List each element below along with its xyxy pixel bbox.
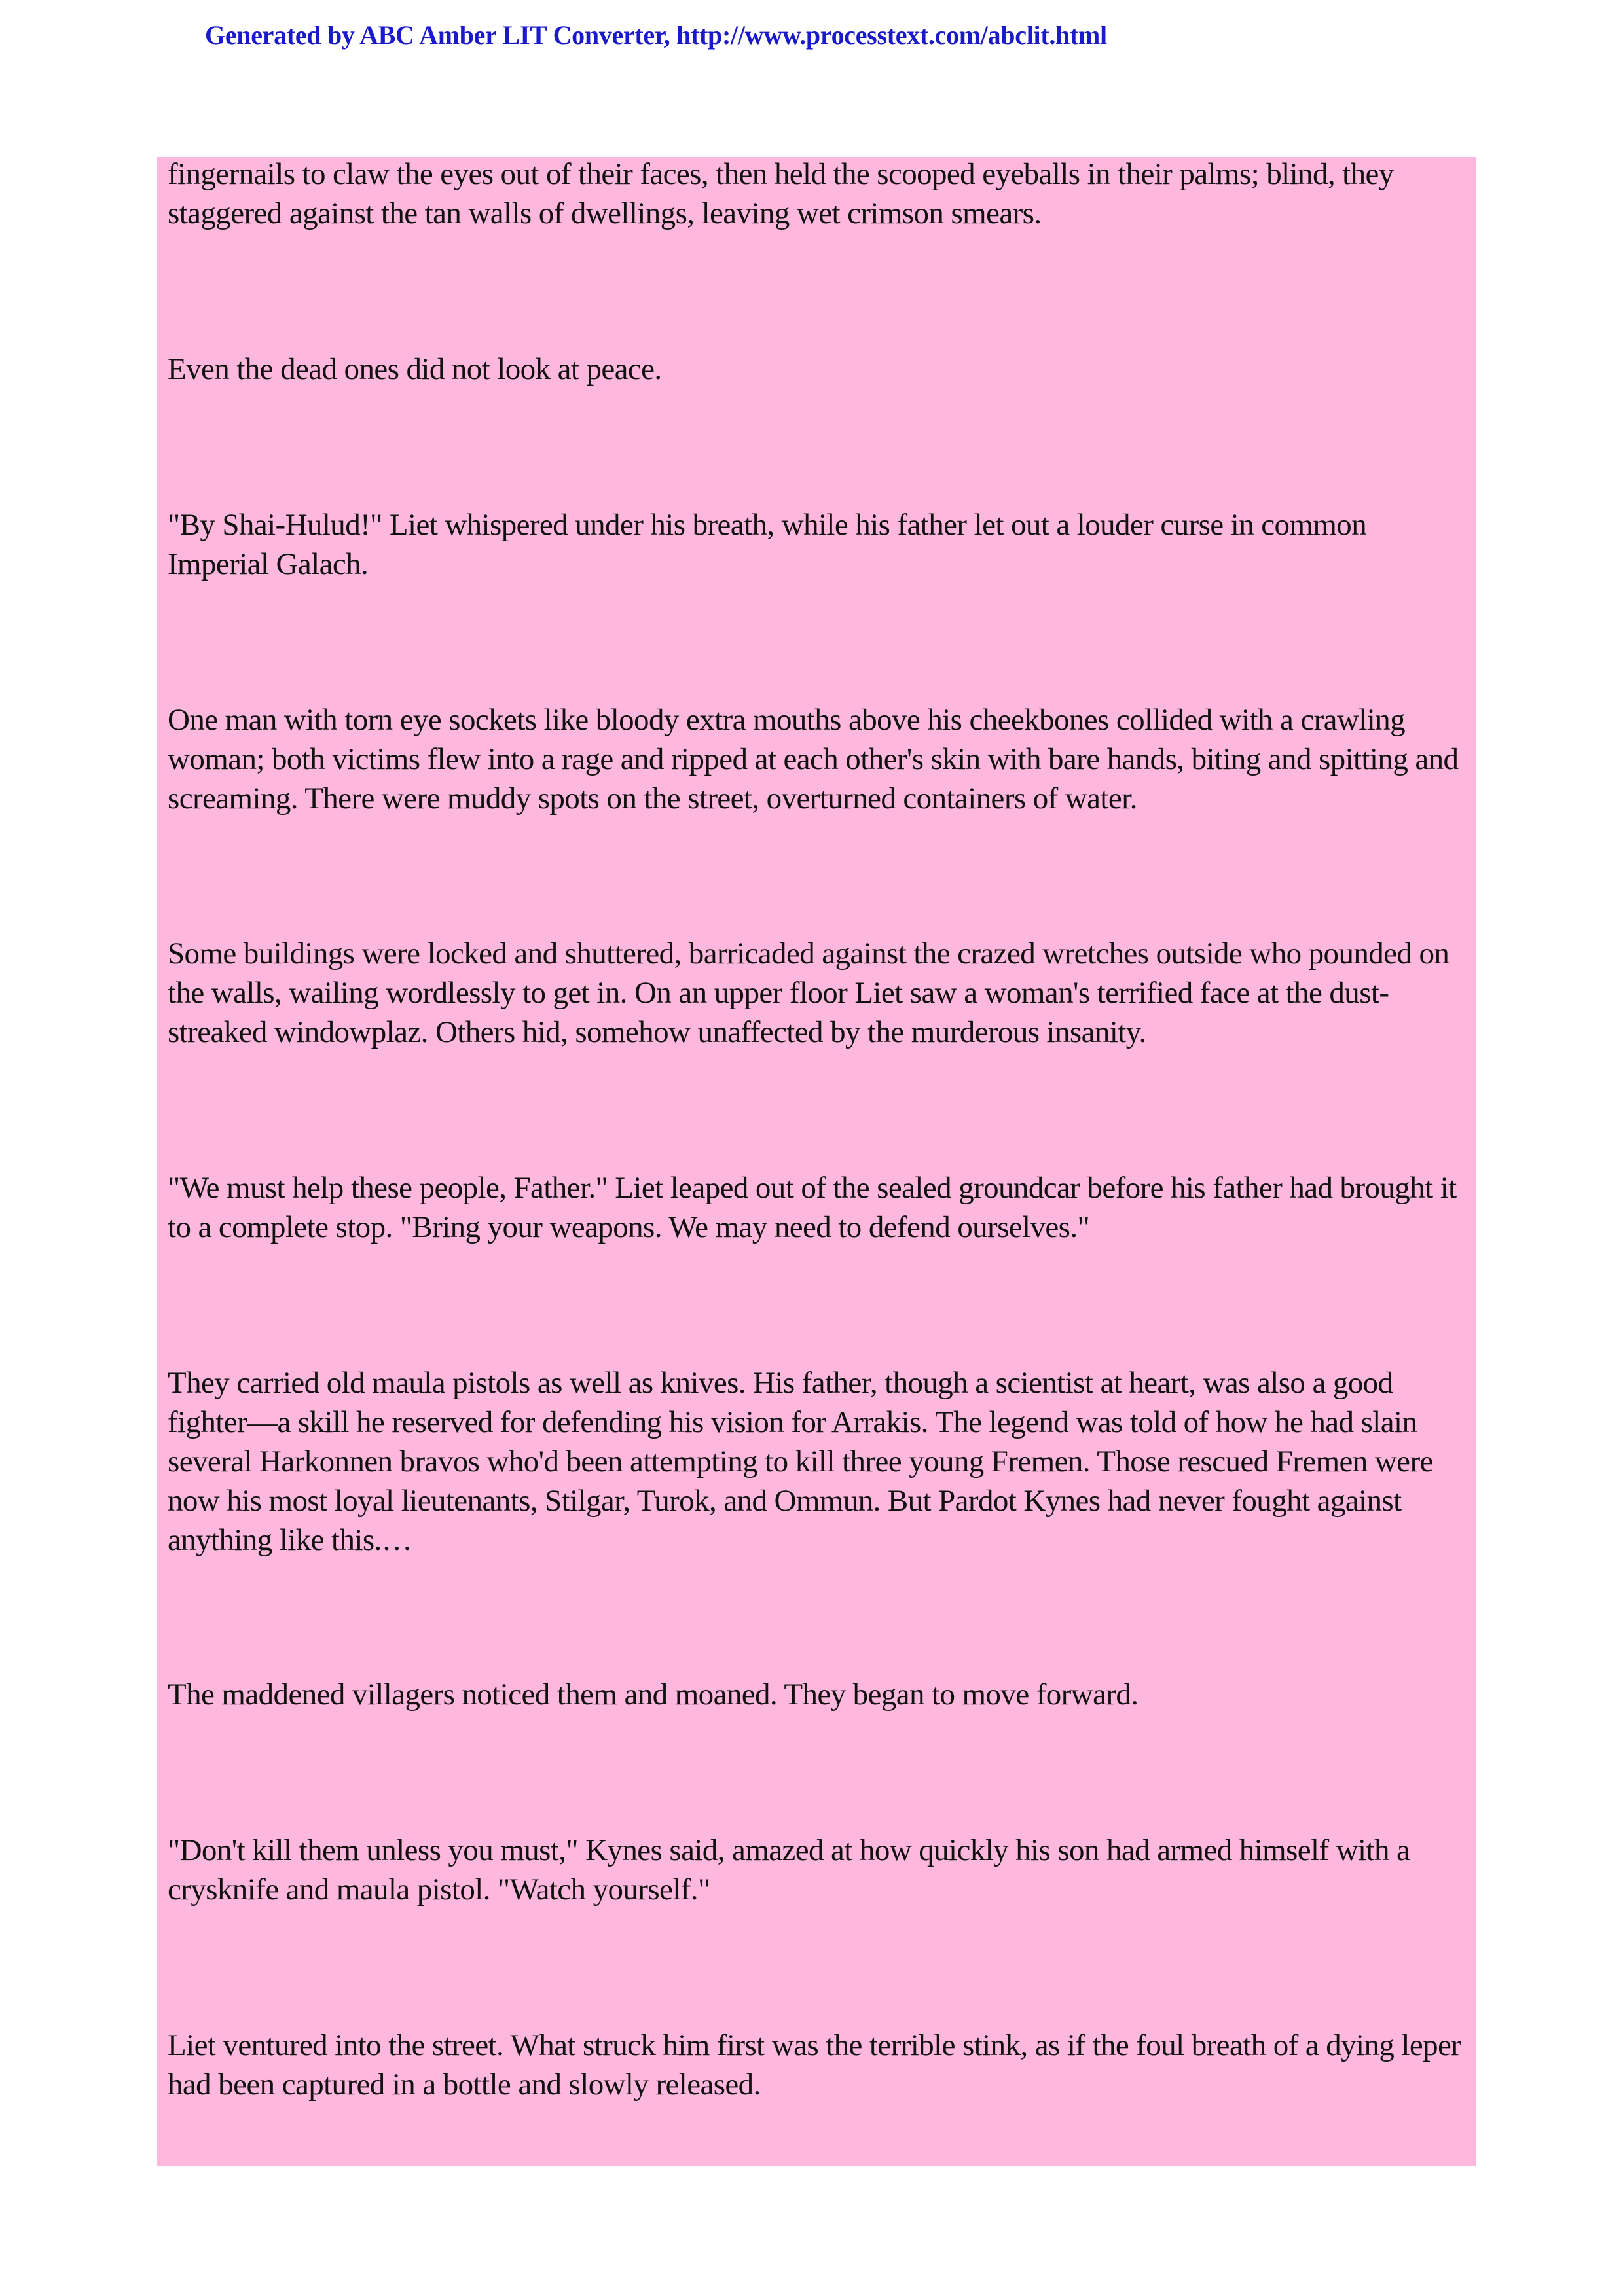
paragraph-5: Some buildings were locked and shuttered, barricaded against the crazed wretches outside who pounded on the walls, wailing wordlessly to get in. On an upper floor Liet saw a woman's terrified face at the dust-streaked windowplaz. Others hid, somehow unaffected by the murderous insanity. [168,937,1450,1049]
paragraph-2: Even the dead ones did not look at peace. [168,352,662,386]
paragraph-7: They carried old maula pistols as well as knives. His father, though a scientist at heart, was also a good fighter—a skill he reserved for defending his vision for Arrakis. The legend was told of how he had slain several Harkonnen bravos who'd been attempting to kill three young Fremen. Those rescued Fremen were now his most loyal lieutenants, Stilgar, Turok, and Ommun. But Pardot Kynes had never fought against anything like this.… [168,1366,1433,1557]
paragraph-4: One man with torn eye sockets like bloody extra mouths above his cheekbones collided with a crawling woman; both victims flew into a rage and ripped at each other's skin with bare hands, biting and spitting and screaming. There were muddy spots on the street, overturned containers of water. [168,703,1459,816]
paragraph-9: "Don't kill them unless you must," Kynes said, amazed at how quickly his son had armed himself with a crysknife and maula pistol. "Watch yourself." [168,1833,1410,1907]
paragraph-3: "By Shai-Hulud!" Liet whispered under his breath, while his father let out a louder curse in common Imperial Galach. [168,508,1367,581]
converter-header-link[interactable]: Generated by ABC Amber LIT Converter, http://www.processtext.com/abclit.html [205,20,1107,50]
paragraph-10: Liet ventured into the street. What struck him first was the terrible stink, as if the foul breath of a dying leper had been captured in a bottle and slowly released. [168,2028,1461,2102]
paragraph-8: The maddened villagers noticed them and moaned. They began to move forward. [168,1677,1139,1712]
paragraph-6: "We must help these people, Father." Liet leaped out of the sealed groundcar before his father had brought it to a complete stop. "Bring your weapons. We may need to defend ourselves." [168,1171,1457,1244]
paragraph-1: fingernails to claw the eyes out of their faces, then held the scooped eyeballs in their palms; blind, they staggered against the tan walls of dwellings, leaving wet crimson smears. [168,157,1394,230]
